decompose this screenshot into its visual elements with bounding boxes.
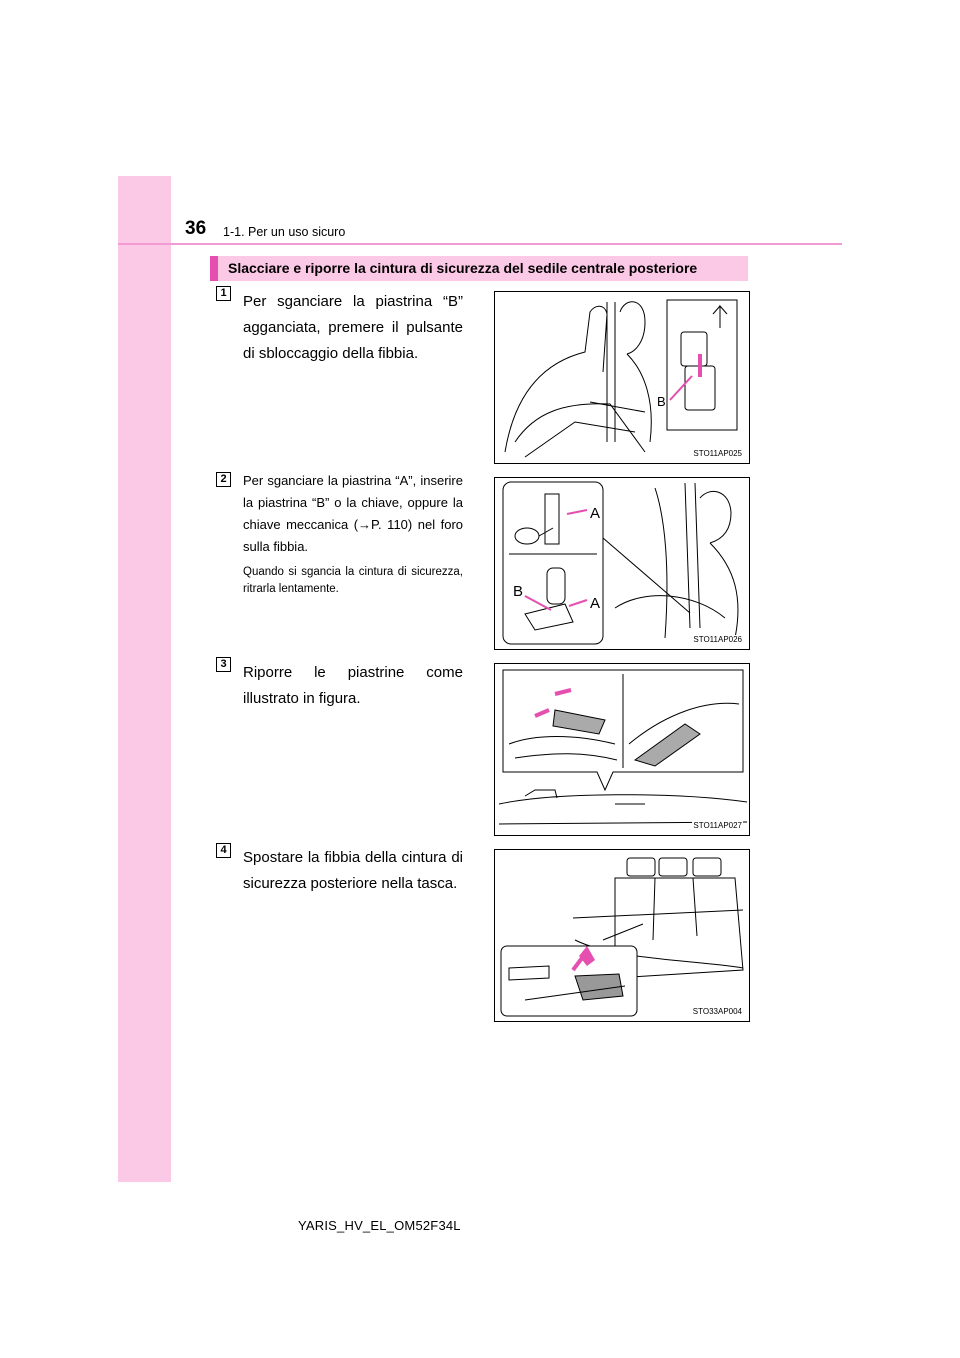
figure-step-4	[494, 849, 750, 1022]
step-text-1: Per sganciare la piastrina “B” agganciata, premere il pulsante di sbloccaggio della fibbia.	[243, 293, 463, 362]
step-text-2: Per sganciare la piastrina “A”, inserire la piastrina “B” o la chiave, oppure la chiave meccanica (→P. 110) nel foro sulla fibbia.	[243, 473, 463, 554]
plate-storage-illustration	[495, 664, 750, 836]
step-number-3: 3	[216, 657, 231, 672]
step-number-4: 4	[216, 843, 231, 858]
figure-label-a-top: A	[590, 505, 601, 522]
figure-step-2	[494, 477, 750, 650]
figure-code-1: STO11AP025	[693, 449, 742, 458]
figure-label-b: B	[513, 583, 524, 600]
step-text-3: Riporre le piastrine come illustrato in figura.	[243, 664, 463, 707]
side-color-band	[118, 176, 171, 1182]
step-text-4: Spostare la fibbia della cintura di sicurezza posteriore nella tasca.	[243, 849, 463, 892]
figure-code-3: STO11AP027	[693, 821, 742, 830]
figure-code-4: STO33AP004	[692, 1007, 742, 1016]
figure-step-3	[494, 663, 750, 836]
step-number-1: 1	[216, 286, 231, 301]
topic-title-bar	[210, 256, 748, 281]
figure-label-b: B	[657, 394, 666, 409]
section-title: 1-1. Per un uso sicuro	[223, 225, 346, 239]
figure-label-a-bottom: A	[590, 595, 601, 612]
page-number: 36	[185, 218, 207, 239]
figure-code-2: STO11AP026	[693, 635, 742, 644]
step-number-2: 2	[216, 472, 231, 487]
seat-belt-release-illustration	[495, 292, 750, 464]
plate-insertion-illustration	[495, 478, 750, 650]
buckle-pocket-illustration	[495, 850, 750, 1022]
figure-step-1	[494, 291, 750, 464]
topic-title: Slacciare e riporre la cintura di sicurezza del sedile centrale posteriore	[228, 260, 698, 276]
header-rule	[118, 243, 842, 245]
step-note-2: Quando si sgancia la cintura di sicurezza, ritrarla lentamente.	[243, 566, 463, 595]
document-code: YARIS_HV_EL_OM52F34L	[298, 1218, 461, 1233]
